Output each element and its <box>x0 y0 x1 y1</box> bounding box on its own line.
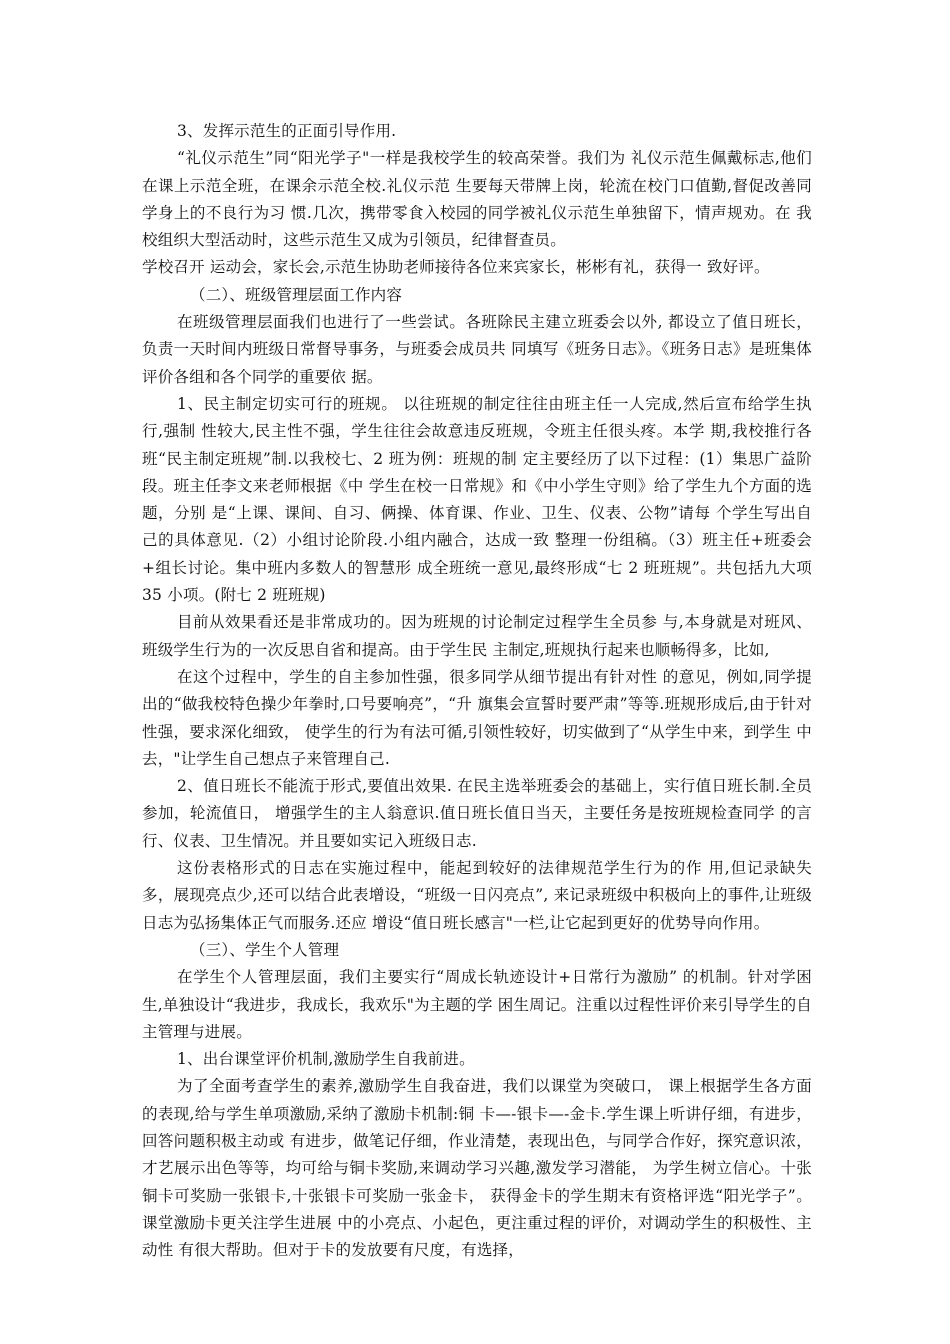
section-heading: （三）、学生个人管理 <box>190 940 340 959</box>
section-heading: （二）、班级管理层面工作内容 <box>190 285 403 304</box>
body-paragraph: “礼仪示范生”同“阳光学子"一样是我校学生的较高荣誉。我们为 礼仪示范生佩戴标志,他们在课上示范全班，在课余示范全校.礼仪示范 生要每天带牌上岗，轮流在校门口值勤,督促改善同学身上的不良行为习 惯.几次，携带零食入校园的同学被礼仪示范生单独留下，情声规劝。在 我校组织大型活动时，这些示范生又成为引领员，纪律督查员。 <box>142 149 812 250</box>
section-heading: 3、发挥示范生的正面引导作用. <box>177 122 397 140</box>
body-paragraph: 在这个过程中，学生的自主参加性强，很多同学从细节提出有针对性 的意见，例如,同学提出的“做我校特色操少年拳时,口号要响亮”，“升 旗集会宣誓时要严肃”等等.班规形成后,由于针对性强，要求深化细致， 使学生的行为有法可循,引领性较好，切实做到了“从学生中来，到学生 中去，"让学生自己想点子来管理自己. <box>142 667 812 768</box>
body-paragraph: 学校召开 运动会，家长会,示范生协助老师接待各位来宾家长，彬彬有礼，获得一 致好评。 <box>142 258 770 277</box>
body-paragraph: 1、民主制定切实可行的班规。 以往班规的制定往往由班主任一人完成,然后宣布给学生执行,强制 性较大,民主性不强，学生往往会故意违反班规，令班主任很头疼。本学 期,我校推行各班“民主制定班规”制.以我校七、2 班为例：班规的制 定主要经历了以下过程：(1）集思广益阶段。班主任李文来老师根据《中 学生在校一日常规》和《中小学生守则》给了学生九个方面的选题，分别 是“上课、课间、自习、俩操、体育课、作业、卫生、仪表、公物”请每 个学生写出自己的具体意见.（2）小组讨论阶段.小组内融合，达成一致 整理一份组稿。（3）班主任+班委会+组长讨论。集中班内多数人的智慧形 成全班统一意见,最终形成“七 2 班班规”。共包括九大项 35 小项。(附七 2 班班规) <box>142 394 812 605</box>
body-paragraph: 为了全面考查学生的素养,激励学生自我奋进，我们以课堂为突破口， 课上根据学生各方面的表现,给与学生单项激励,采纳了激励卡机制:铜 卡—-银卡—-金卡.学生课上听讲仔细，有进步，回答问题积极主动或 有进步，做笔记仔细，作业清楚，表现出色，与同学合作好，探究意识浓， 才艺展示出色等等，均可给与铜卡奖励,来调动学习兴趣,激发学习潜能， 为学生树立信心。十张铜卡可奖励一张银卡,十张银卡可奖励一张金卡， 获得金卡的学生期末有资格评选“阳光学子”。课堂激励卡更关注学生进展 中的小亮点、小起色，更注重过程的评价，对调动学生的积极性、主动性 有很大帮助。但对于卡的发放要有尺度，有选择， <box>142 1077 812 1260</box>
body-paragraph: 在学生个人管理层面，我们主要实行“周成长轨迹设计+日常行为激励” 的机制。针对学困生,单独设计“我进步，我成长，我欢乐"为主题的学 困生周记。注重以过程性评价来引导学生的自主管理与进展。 <box>142 968 812 1041</box>
body-paragraph: 这份表格形式的日志在实施过程中，能起到较好的法律规范学生行为的作 用,但记录缺失多，展现亮点少,还可以结合此表增设，“班级一日闪亮点”, 来记录班级中积极向上的事件,让班级日志为弘扬集体正气而服务.还应 增设“值日班长感言"一栏,让它起到更好的优势导向作用。 <box>142 859 812 932</box>
body-paragraph: 1、出台课堂评价机制,激励学生自我前进。 <box>177 1050 475 1069</box>
body-paragraph: 2、值日班长不能流于形式,要值出效果. 在民主选举班委会的基础上，实行值日班长制.全员参加，轮流值日， 增强学生的主人翁意识.值日班长值日当天，主要任务是按班规检查同学 的言行、仪表、卫生情况。并且要如实记入班级日志. <box>142 777 812 850</box>
body-paragraph: 目前从效果看还是非常成功的。因为班规的讨论制定过程学生全员参 与,本身就是对班风、班级学生行为的一次反思自省和提高。由于学生民 主制定,班规执行起来也顺畅得多，比如, <box>142 613 812 659</box>
document-page <box>142 118 812 1264</box>
body-paragraph: 在班级管理层面我们也进行了一些尝试。各班除民主建立班委会以外, 都设立了值日班长，负责一天时间内班级日常督导事务，与班委会成员共 同填写《班务日志》。《班务日志》是班集体评价各组和各个同学的重要依 据。 <box>142 313 812 386</box>
